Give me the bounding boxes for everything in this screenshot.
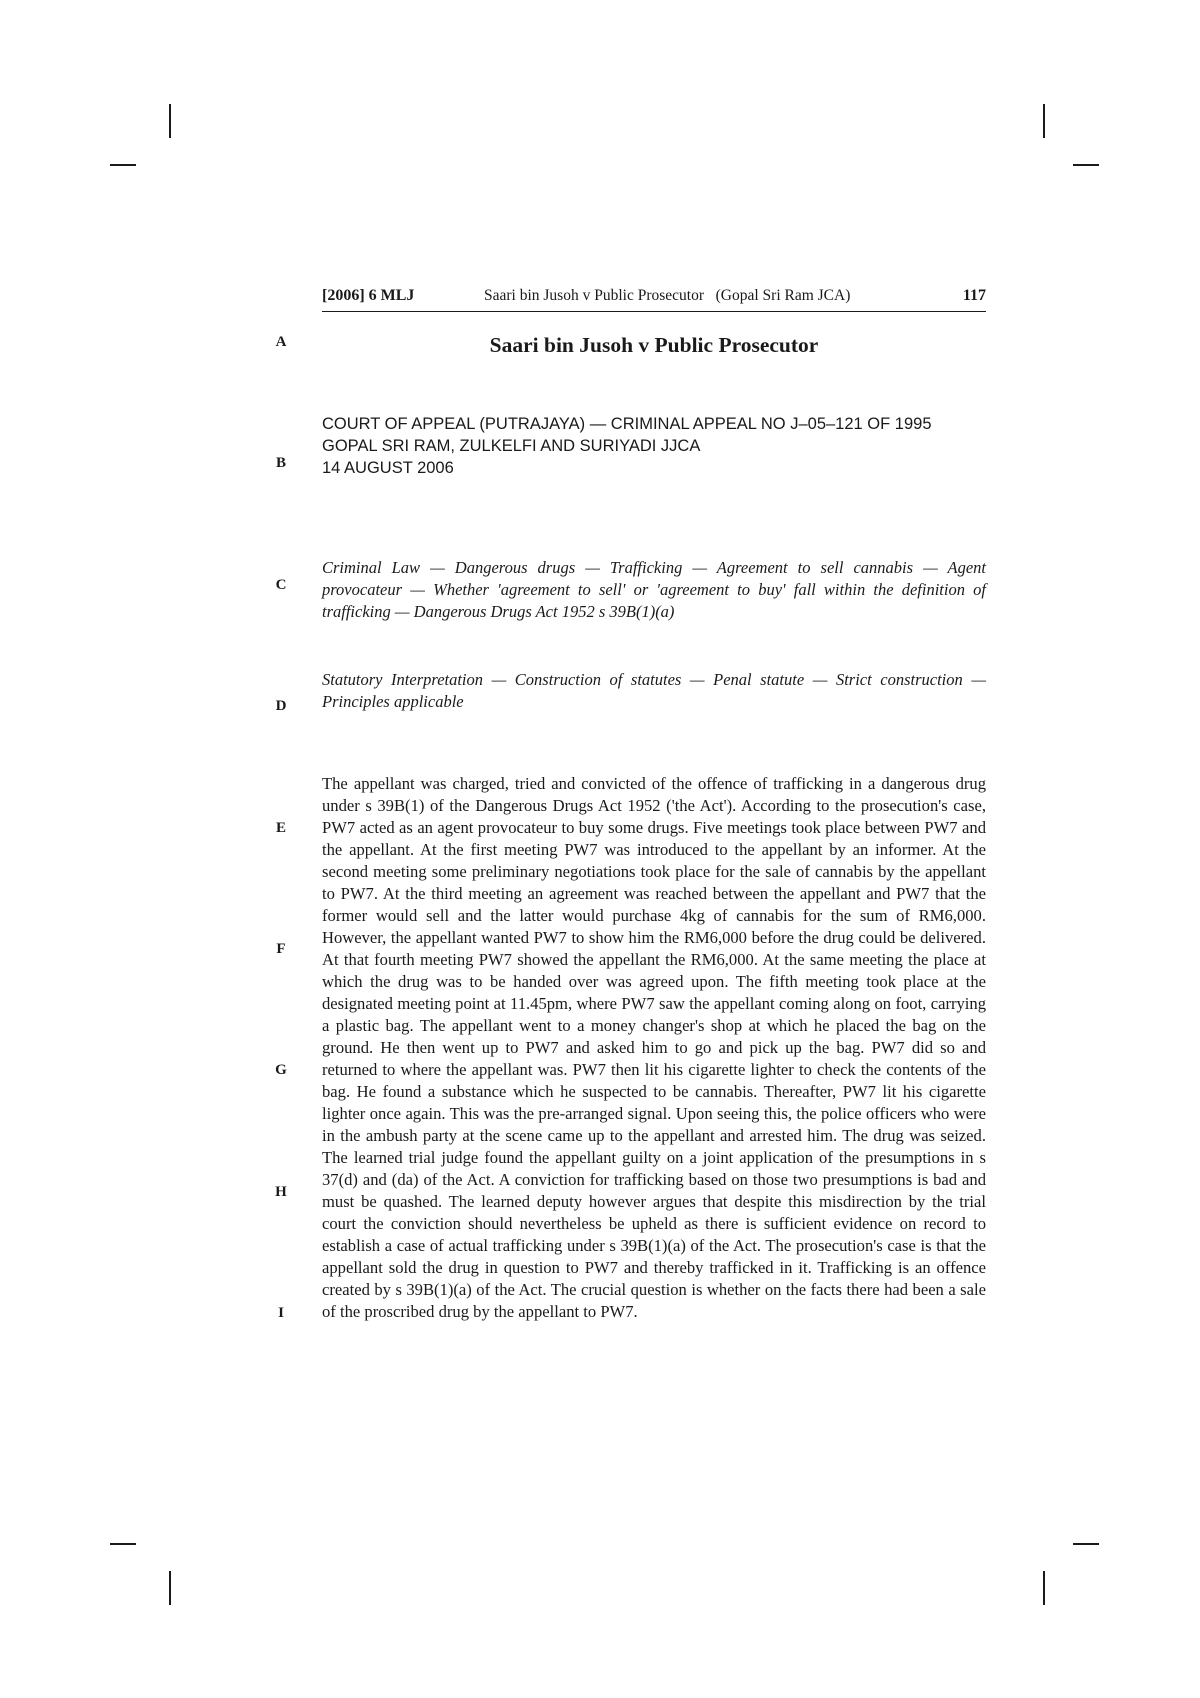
- crop-mark-top-right-horizontal: [1073, 164, 1099, 166]
- catchwords-criminal-law: Criminal Law — Dangerous drugs — Trafficking — Agreement to sell cannabis — Agent provocateur — Whether 'agreement to sell' or 'agreement to buy' fall within the definition of trafficking — Dangerous Drugs Act 1952 s 39B(1)(a): [322, 558, 986, 621]
- judges: GOPAL SRI RAM, ZULKELFI AND SURIYADI JJCA: [322, 437, 701, 455]
- decision-date: 14 AUGUST 2006: [322, 459, 454, 477]
- margin-letter-c: C: [275, 577, 287, 593]
- margin-letter-h: H: [275, 1184, 287, 1200]
- margin-letter-f: F: [276, 941, 286, 957]
- margin-letter-i: I: [278, 1305, 284, 1321]
- court-details: [322, 413, 986, 479]
- crop-mark-bottom-right-horizontal: [1073, 1543, 1099, 1545]
- crop-mark-top-right-vertical: [1043, 104, 1045, 138]
- crop-mark-top-left-horizontal: [110, 164, 136, 166]
- case-title: Saari bin Jusoh v Public Prosecutor: [489, 333, 819, 357]
- running-header: [322, 287, 986, 312]
- crop-mark-top-left-vertical: [169, 104, 171, 138]
- crop-mark-bottom-right-vertical: [1043, 1571, 1045, 1605]
- margin-letter-b: B: [275, 455, 286, 471]
- report-citation: [2006] 6 MLJ: [322, 287, 415, 304]
- page-number: 117: [962, 287, 986, 304]
- headnote-paragraph: The appellant was charged, tried and convicted of the offence of trafficking in a dangerous drug under s 39B(1) of the Dangerous Drugs Act 1952 ('the Act'). According to the prosecution's case, PW7 acted as an agent provocateur to buy some drugs. Five meetings took place between PW7 and the appellant. At the first meeting PW7 was introduced to the appellant by an informer. At the second meeting some preliminary negotiations took place for the sale of cannabis by the appellant to PW7. At the third meeting an agreement was reached between the appellant and PW7 that the former would sell and the latter would purchase 4kg of cannabis for the sum of RM6,000. However, the appellant wanted PW7 to show him the RM6,000 before the drug could be delivered. At that fourth meeting PW7 showed the appellant the RM6,000. At the same meeting the place at which the drug was to be handed over was agreed upon. The fifth meeting took place at the designated meeting point at 11.45pm, where PW7 saw the appellant coming along on foot, carrying a plastic bag. The appellant went to a money changer's shop at which he placed the bag on the ground. He then went up to PW7 and asked him to go and pick up the bag. PW7 did so and returned to where the appellant was. PW7 then lit his cigarette lighter to check the contents of the bag. He found a substance which he suspected to be cannabis. Thereafter, PW7 lit his cigarette lighter once again. This was the pre-arranged signal. Upon seeing this, the police officers who were in the ambush party at the scene came up to the appellant and arrested him. The drug was seized. The learned trial judge found the appellant guilty on a joint application of the presumptions in s 37(d) and (da) of the Act. A conviction for trafficking based on those two presumptions is bad and must be quashed. The learned deputy however argues that despite this misdirection by the trial court the conviction should nevertheless be upheld as there is sufficient evidence on record to establish a case of actual trafficking under s 39B(1)(a) of the Act. The prosecution's case is that the appellant sold the drug in question to PW7 and thereby trafficked in it. Trafficking is an offence created by s 39B(1)(a) of the Act. The crucial question is whether on the facts there had been a sale of the proscribed drug by the appellant to PW7.: [322, 774, 986, 1321]
- margin-letter-d: D: [275, 698, 287, 714]
- crop-mark-bottom-left-vertical: [169, 1571, 171, 1605]
- margin-letter-a: A: [275, 334, 287, 350]
- court-and-appeal-number: COURT OF APPEAL (PUTRAJAYA) — CRIMINAL APPEAL NO J–05–121 OF 1995: [322, 415, 932, 433]
- crop-mark-bottom-left-horizontal: [110, 1543, 136, 1545]
- running-title: Saari bin Jusoh v Public Prosecutor (Gopal Sri Ram JCA): [484, 287, 851, 304]
- catchwords-statutory-interpretation: Statutory Interpretation — Construction of statutes — Penal statute — Strict construction — Principles applicable: [322, 670, 986, 711]
- margin-letter-e: E: [275, 820, 286, 836]
- margin-letter-g: G: [275, 1062, 287, 1078]
